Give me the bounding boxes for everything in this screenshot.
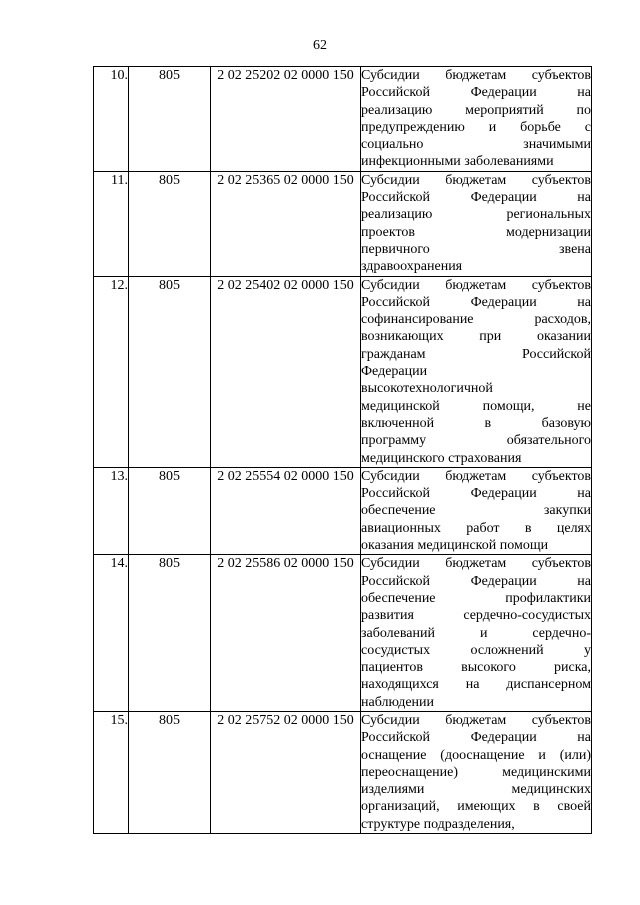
page-number: 62 — [313, 38, 327, 53]
income-name-line: высокотехнологичной — [361, 381, 493, 397]
income-name-line: обеспечение профилактики — [361, 590, 591, 606]
income-name-line: переоснащение) медицинскими — [361, 764, 591, 780]
income-name-line: первичного звена — [361, 241, 591, 257]
income-name-line: медицинского страхования — [361, 450, 522, 466]
income-name-line: Федерации — [361, 364, 428, 380]
budget-codes-table — [93, 66, 592, 834]
income-name-line: включенной в базовую — [361, 415, 591, 431]
income-name-line: находящихся на диспансерном — [361, 677, 591, 693]
budget-code: 2 02 25402 02 0000 150 — [217, 277, 354, 293]
income-name-cell — [361, 171, 592, 276]
income-name-line: структуре подразделения, — [361, 816, 515, 832]
row-number-cell — [94, 171, 129, 276]
income-name-line: Субсидии бюджетам субъектов — [361, 277, 591, 293]
row-number-cell — [94, 67, 129, 172]
table-row — [94, 67, 592, 172]
table-row — [94, 555, 592, 712]
admin-code: 805 — [159, 68, 180, 83]
income-name-line: Российской Федерации на — [361, 486, 591, 502]
table-row — [94, 467, 592, 554]
budget-code: 2 02 25752 02 0000 150 — [217, 712, 354, 728]
income-name-line: авиационных работ в целях — [361, 520, 591, 536]
admin-code: 805 — [159, 172, 180, 188]
income-name-line: Российской Федерации на — [361, 190, 591, 206]
row-number: 15. — [110, 712, 128, 728]
income-name-line: социально значимыми — [361, 137, 591, 153]
income-name-line: развития сердечно-сосудистых — [361, 608, 591, 624]
row-number-cell — [94, 555, 129, 712]
admin-code-cell — [129, 171, 211, 276]
row-number: 13. — [110, 468, 128, 484]
row-number-cell — [94, 467, 129, 554]
row-number-cell — [94, 711, 129, 833]
budget-code-cell — [211, 67, 361, 172]
row-number-cell — [94, 276, 129, 467]
row-number: 12. — [110, 277, 128, 293]
income-name-line: здравоохранения — [361, 259, 463, 275]
income-name-line: возникающих при оказании — [361, 329, 591, 345]
income-name-line: оснащение (дооснащение и (или) — [361, 747, 591, 763]
income-name-line: изделиями медицинских — [361, 782, 591, 798]
budget-code-cell — [211, 276, 361, 467]
admin-code: 805 — [159, 712, 180, 728]
admin-code-cell — [129, 555, 211, 712]
income-name-line: Российской Федерации на — [361, 85, 591, 101]
table-row — [94, 171, 592, 276]
income-name-cell — [361, 276, 592, 467]
admin-code-cell — [129, 67, 211, 172]
income-name-line: Российской Федерации на — [361, 730, 591, 746]
admin-code-cell — [129, 467, 211, 554]
row-number: 10. — [110, 68, 128, 83]
table-row — [94, 276, 592, 467]
income-name-line: софинансирование расходов, — [361, 312, 591, 328]
row-number: 14. — [110, 556, 128, 572]
income-name-line: Российской Федерации на — [361, 573, 591, 589]
income-name-cell — [361, 67, 592, 172]
income-name-line: Российской Федерации на — [361, 294, 591, 310]
income-name-line: заболеваний и сердечно- — [361, 625, 591, 641]
income-name-line: обеспечение закупки — [361, 503, 591, 519]
income-name-line: Субсидии бюджетам субъектов — [361, 68, 591, 83]
admin-code-cell — [129, 276, 211, 467]
income-name-cell — [361, 555, 592, 712]
income-name-cell — [361, 711, 592, 833]
budget-code: 2 02 25365 02 0000 150 — [217, 172, 354, 188]
income-name-line: реализацию мероприятий по — [361, 102, 591, 118]
row-number: 11. — [111, 172, 128, 188]
budget-code-cell — [211, 555, 361, 712]
income-name-line: предупреждению и борьбе с — [361, 119, 591, 135]
budget-code-cell — [211, 171, 361, 276]
income-name-line: наблюдении — [361, 694, 435, 710]
income-name-line: программу обязательного — [361, 433, 591, 449]
income-name-line: организаций, имеющих в своей — [361, 799, 591, 815]
income-name-cell — [361, 467, 592, 554]
budget-code-cell — [211, 711, 361, 833]
budget-code: 2 02 25202 02 0000 150 — [217, 68, 354, 83]
income-name-line: сосудистых осложнений у — [361, 642, 591, 658]
table-row — [94, 711, 592, 833]
income-name-line: пациентов высокого риска, — [361, 660, 591, 676]
admin-code: 805 — [159, 556, 180, 572]
admin-code: 805 — [159, 277, 180, 293]
income-name-line: медицинской помощи, не — [361, 398, 591, 414]
income-name-line: инфекционными заболеваниями — [361, 154, 554, 170]
income-name-line: Субсидии бюджетам субъектов — [361, 468, 591, 484]
admin-code-cell — [129, 711, 211, 833]
budget-code: 2 02 25586 02 0000 150 — [217, 556, 354, 572]
budget-code-cell — [211, 467, 361, 554]
income-name-line: Субсидии бюджетам субъектов — [361, 712, 591, 728]
admin-code: 805 — [159, 468, 180, 484]
income-name-line: проектов модернизации — [361, 224, 591, 240]
income-name-line: Субсидии бюджетам субъектов — [361, 556, 591, 572]
budget-code: 2 02 25554 02 0000 150 — [217, 468, 354, 484]
income-name-line: гражданам Российской — [361, 346, 591, 362]
income-name-line: оказания медицинской помощи — [361, 538, 549, 554]
income-name-line: реализацию региональных — [361, 207, 591, 223]
income-name-line: Субсидии бюджетам субъектов — [361, 172, 591, 188]
table-body — [94, 67, 592, 834]
